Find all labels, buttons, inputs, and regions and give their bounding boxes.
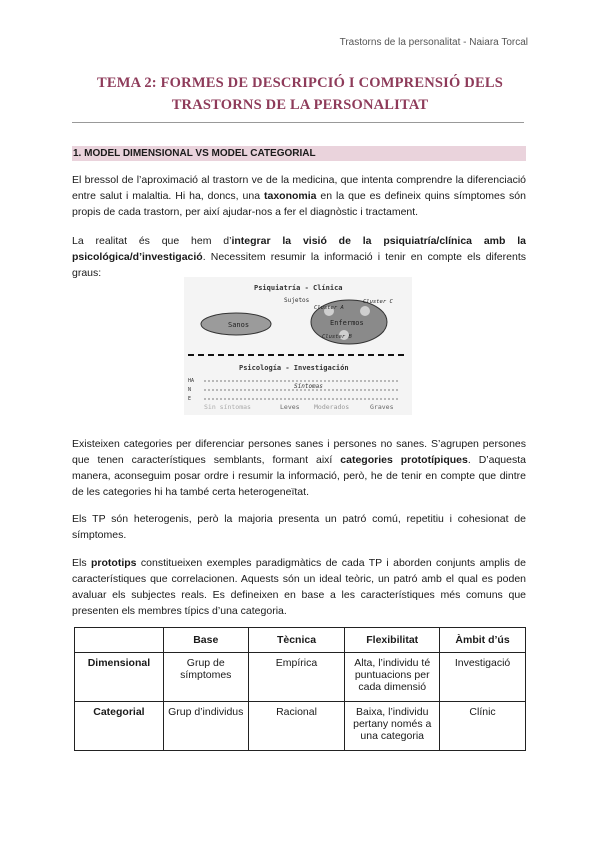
diagram-svg (184, 277, 412, 415)
label-n: N (188, 387, 192, 393)
label-enfermos: Enfermos (330, 319, 364, 327)
label-sanos: Sanos (228, 321, 250, 329)
paragraph-1 (72, 172, 526, 220)
paragraph-3 (72, 436, 526, 500)
p5-bold-term: prototips (91, 557, 137, 569)
running-header: Trastorns de la personalitat - Naiara Torcal (339, 37, 528, 48)
table-header-cell: Tècnica (248, 628, 345, 653)
title-divider (72, 122, 524, 123)
table-cell: Investigació (440, 653, 526, 702)
p1-text-b: en la que es defineix quins símptomes són propis de cada trastorn, per així ajudar-nos a fer el diagnòstic i tractament. (72, 190, 526, 218)
paragraph-2 (72, 233, 526, 281)
diagram-figure (184, 277, 412, 415)
p1-text-a: El bressol de l’aproximació al trastorn ve de la medicina, que intenta comprendre la diferenciació entre salut i malaltia. Hi ha, doncs, una (72, 174, 526, 202)
p3-bold-term: categories prototípiques (340, 454, 468, 466)
p2-text-a: La realitat és que hem d’ (72, 235, 232, 247)
table-header-cell: Flexibilitat (345, 628, 440, 653)
label-cluster-b: Cluster B (322, 334, 352, 340)
table-header-row (75, 628, 526, 653)
p3-text-b: . D’aquesta manera, aconseguim posar ordre i resumir la informació, però, he de tenir en compte que dintre de les categories hi ha també certa heterogeneïtat. (72, 454, 526, 498)
label-psiquiatria: Psiquiatría - Clínica (254, 284, 343, 292)
p2-bold-phrase: integrar la visió de la psiquiatría/clínica amb la psicológica/d’investigació (72, 235, 526, 263)
table-header-cell (75, 628, 164, 653)
paragraph-5 (72, 555, 526, 619)
table-cell: Grup de símptomes (163, 653, 248, 702)
cluster-c-dot (360, 306, 370, 316)
table-header-cell: Base (163, 628, 248, 653)
p5-text-a: constitueixen exemples paradigmàtics de cada TP i aborden conjunts amplis de característiques que correlacionen. Aquests són un ideal teòric, un patró amb el qual es poden avaluar els subjectes reals. Es defineixen en base a les característiques més comuns que presenten els membres típics d’una categoria. (72, 557, 526, 617)
scale-label-3: Graves (370, 403, 394, 411)
label-psicologia: Psicología - Investigación (239, 364, 349, 372)
table-cell: Grup d’individus (163, 702, 248, 751)
label-ha: HA (188, 378, 195, 384)
paragraph-4: Els TP són heterogenis, però la majoria presenta un patró comú, repetitiu i cohesionat de símptomes. (72, 513, 526, 541)
label-cluster-c: Cluster C (363, 299, 393, 305)
table-cell: Alta, l’individu té puntuacions per cada dimensió (345, 653, 440, 702)
scale-label-1: Leves (280, 403, 300, 411)
p5-text-pre: Els (72, 557, 91, 569)
label-cluster-a: Cluster A (314, 305, 344, 311)
scale-label-2: Moderados (314, 403, 350, 411)
table-cell: Racional (248, 702, 345, 751)
table-row (75, 653, 526, 702)
table-row (75, 702, 526, 751)
table-header-cell: Àmbit d’ús (440, 628, 526, 653)
page-title (70, 72, 530, 116)
p3-text-a: Existeixen categories per diferenciar persones sanes i persones no sanes. S’agrupen persones que tenen característiques semblants, formant així (72, 438, 526, 466)
title-line-1: TEMA 2: FORMES DE DESCRIPCIÓ I COMPRENSIÓ DELS (97, 75, 503, 91)
section-heading: 1. MODEL DIMENSIONAL VS MODEL CATEGORIAL (72, 146, 526, 161)
comparison-table (74, 627, 526, 751)
table-cell: Empírica (248, 653, 345, 702)
label-e: E (188, 396, 192, 402)
table-cell: Clínic (440, 702, 526, 751)
table-cell: Baixa, l’individu pertany només a una categoria (345, 702, 440, 751)
p2-text-b: . Necessitem resumir la informació i tenir en compte els diferents graus: (72, 251, 526, 279)
scale-label-0: Sin síntomas (204, 403, 251, 411)
table-row-header: Categorial (75, 702, 164, 751)
title-line-2: TRASTORNS DE LA PERSONALITAT (171, 97, 429, 113)
label-sintomas: Síntomas (294, 383, 323, 390)
table-row-header: Dimensional (75, 653, 164, 702)
label-sujetos: Sujetos (284, 297, 310, 304)
p1-bold-term: taxonomia (263, 190, 317, 202)
